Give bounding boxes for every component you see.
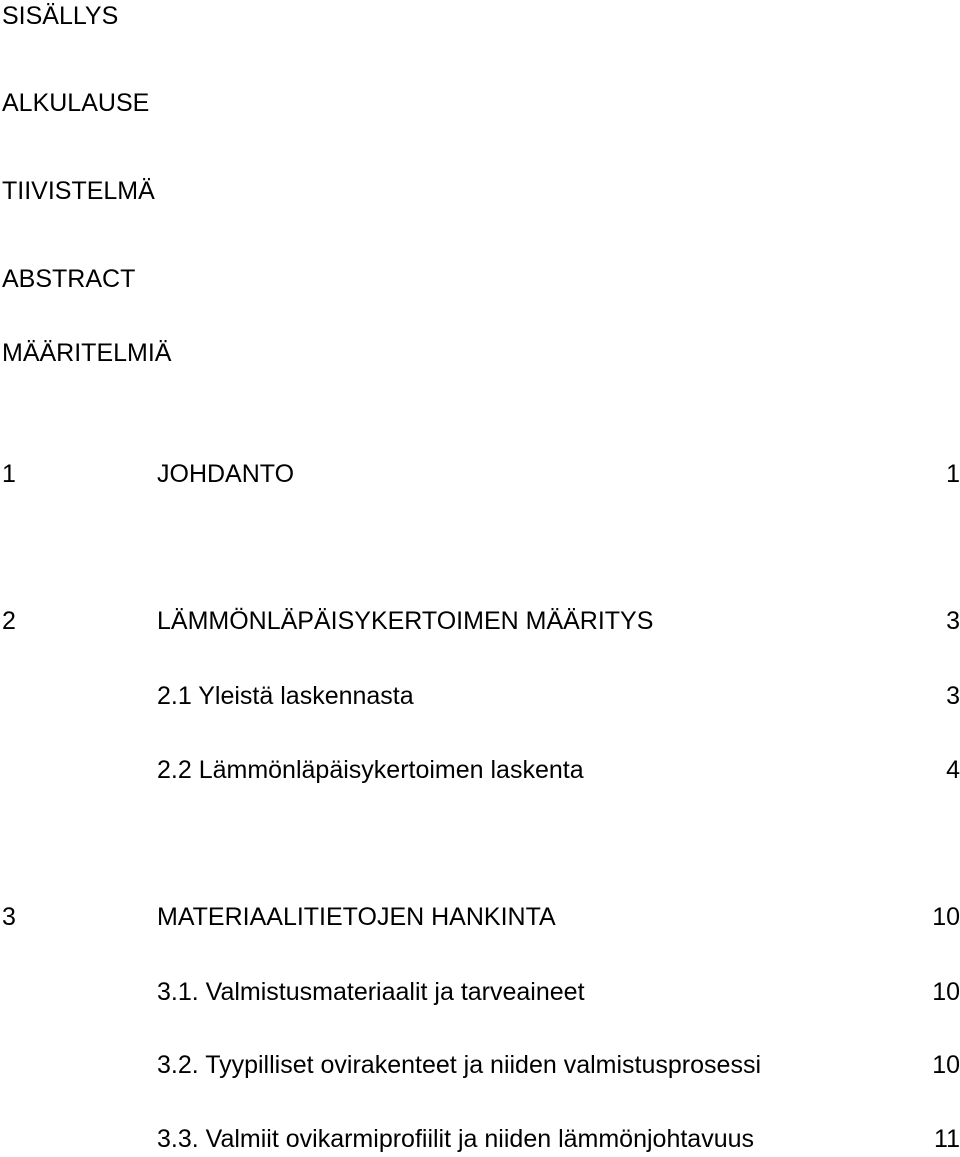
section-2-1-page: 3: [946, 682, 960, 710]
chapter-2-page: 3: [946, 607, 960, 635]
chapter-1-page: 1: [946, 460, 960, 488]
chapter-3-page: 10: [932, 903, 960, 931]
front-matter-abstract: ABSTRACT: [2, 265, 136, 293]
toc-heading: SISÄLLYS: [2, 2, 119, 30]
section-3-2-page: 10: [932, 1051, 960, 1079]
chapter-1-number: 1: [2, 460, 16, 488]
front-matter-alkulause: ALKULAUSE: [2, 89, 150, 117]
section-3-3-page: 11: [934, 1125, 960, 1153]
section-2-2-page: 4: [946, 756, 960, 784]
section-3-2-title: 3.2. Tyypilliset ovirakenteet ja niiden valmistusprosessi: [157, 1051, 761, 1079]
front-matter-maaritelmia: MÄÄRITELMIÄ: [2, 339, 172, 367]
section-3-1-title: 3.1. Valmistusmateriaalit ja tarveaineet: [157, 978, 585, 1006]
section-2-1-title: 2.1 Yleistä laskennasta: [157, 682, 414, 710]
section-2-2-title: 2.2 Lämmönläpäisykertoimen laskenta: [157, 756, 584, 784]
chapter-2-title: LÄMMÖNLÄPÄISYKERTOIMEN MÄÄRITYS: [157, 607, 654, 635]
section-3-3-title: 3.3. Valmiit ovikarmiprofiilit ja niiden lämmönjohtavuus: [157, 1125, 755, 1153]
chapter-3-number: 3: [2, 903, 16, 931]
chapter-3-title: MATERIAALITIETOJEN HANKINTA: [157, 903, 556, 931]
chapter-1-title: JOHDANTO: [157, 460, 295, 488]
front-matter-tiivistelma: TIIVISTELMÄ: [2, 177, 155, 205]
section-3-1-page: 10: [932, 978, 960, 1006]
chapter-2-number: 2: [2, 607, 16, 635]
